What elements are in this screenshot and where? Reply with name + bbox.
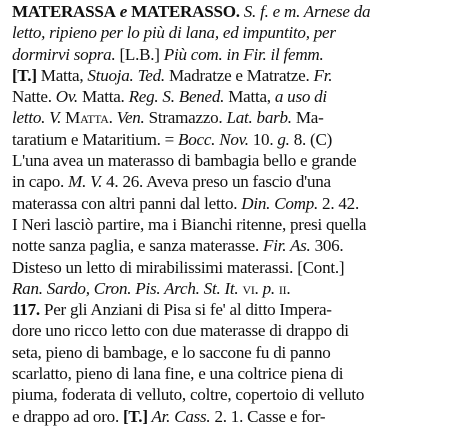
text-segment: Disteso un letto di mirabilissimi materassi. [Cont.]	[12, 257, 345, 277]
text-segment: in capo.	[12, 172, 69, 192]
text-segment: Madratze e Matratze.	[164, 65, 314, 85]
text-segment: L'una avea un materasso di bambagia bello e grande	[12, 151, 357, 171]
text-segment: 10.	[248, 129, 278, 149]
text-line	[12, 235, 459, 256]
text-segment: letto. V.	[12, 108, 66, 128]
text-line	[12, 65, 459, 86]
entry-text	[12, 1, 462, 427]
text-line	[12, 86, 459, 107]
text-line	[12, 44, 459, 65]
text-segment: M. V.	[68, 172, 103, 192]
text-line	[12, 1, 459, 22]
text-line	[12, 22, 459, 43]
dictionary-entry	[12, 1, 462, 431]
text-segment: Per gli Anziani di Pisa si fe' al ditto Impera-	[39, 300, 332, 320]
text-segment: 2. 1. Casse e for-	[210, 406, 326, 426]
text-segment: Matta.	[77, 87, 129, 107]
text-segment: dore uno ricco letto con due materasse di drappo di	[12, 321, 349, 341]
text-segment: Din. Comp.	[241, 193, 319, 213]
text-line	[12, 363, 459, 384]
text-line	[12, 299, 459, 320]
text-segment: g.	[277, 129, 290, 149]
text-segment: I Neri lasciò partire, ma i Bianchi ritenne, presi quella	[12, 214, 367, 234]
text-segment: dormirvi sopra.	[12, 44, 116, 64]
text-segment: a uso di	[274, 87, 327, 107]
text-line	[12, 150, 459, 171]
text-segment: 4. 26. Aveva preso un fascio d'una	[102, 172, 331, 192]
text-segment: 306.	[310, 236, 344, 256]
text-segment: .	[108, 108, 117, 128]
text-segment: e	[115, 2, 132, 21]
text-line	[12, 193, 459, 214]
text-segment: Reg. S. Bened.	[128, 87, 225, 107]
text-segment: Bocc. Nov.	[178, 129, 249, 149]
text-segment: e drappo ad oro.	[12, 406, 123, 426]
text-segment: Natte.	[12, 87, 56, 107]
text-segment: letto, ripieno per lo più di lana, ed impuntito, per	[12, 23, 336, 43]
text-segment: piuma, foderata di velluto, coltre, copertoio di velluto	[12, 385, 365, 405]
text-segment: Fir. As.	[263, 236, 311, 256]
text-segment: MATERASSO.	[131, 2, 240, 21]
text-segment: Stuoja. Ted.	[87, 65, 165, 85]
text-segment: 8. (C)	[289, 129, 333, 149]
text-segment: S. f. e m. Arnese da	[239, 2, 371, 21]
text-line	[12, 278, 459, 299]
text-segment: Più com. in Fir. il femm.	[163, 44, 324, 64]
text-line	[12, 342, 459, 363]
text-segment: ii.	[274, 278, 291, 298]
text-line	[12, 129, 459, 150]
text-line	[12, 214, 459, 235]
text-segment: MATERASSA	[12, 2, 116, 21]
text-segment: Matta,	[224, 87, 275, 107]
text-segment: 2. 42.	[318, 193, 359, 213]
text-segment: [T.]	[12, 65, 37, 85]
text-segment: Ov.	[55, 87, 78, 107]
text-segment: Fr.	[313, 65, 333, 85]
text-segment: Ven.	[116, 108, 145, 128]
text-segment: [T.]	[122, 406, 148, 426]
text-segment: taratium e Mataritium. =	[12, 129, 179, 149]
text-segment: Stramazzo.	[144, 108, 227, 128]
text-line	[12, 320, 459, 341]
text-segment: Matta	[65, 108, 109, 128]
text-segment: scarlatto, pieno di lana fine, e una coltrice piena di	[12, 364, 344, 384]
text-segment: Ar. Cass.	[147, 406, 211, 426]
text-line	[12, 107, 459, 128]
text-line	[12, 257, 459, 278]
text-line	[12, 406, 459, 427]
text-segment: Ma-	[291, 108, 324, 128]
text-segment: Matta,	[36, 65, 88, 85]
text-segment: p.	[262, 278, 275, 298]
text-segment: 117.	[12, 300, 40, 320]
text-line	[12, 171, 459, 192]
text-line	[12, 384, 459, 405]
text-segment: vi.	[238, 278, 263, 298]
text-segment: [L.B.]	[115, 44, 164, 64]
text-segment: seta, pieno di bambage, e lo saccone fu di panno	[12, 342, 331, 362]
text-segment: Ran. Sardo, Cron. Pis. Arch. St. It.	[12, 278, 239, 298]
text-segment: materassa con altri panni dal letto.	[12, 193, 242, 213]
text-segment: notte sanza paglia, e sanza materasse.	[12, 236, 264, 256]
text-segment: Lat. barb.	[226, 108, 292, 128]
